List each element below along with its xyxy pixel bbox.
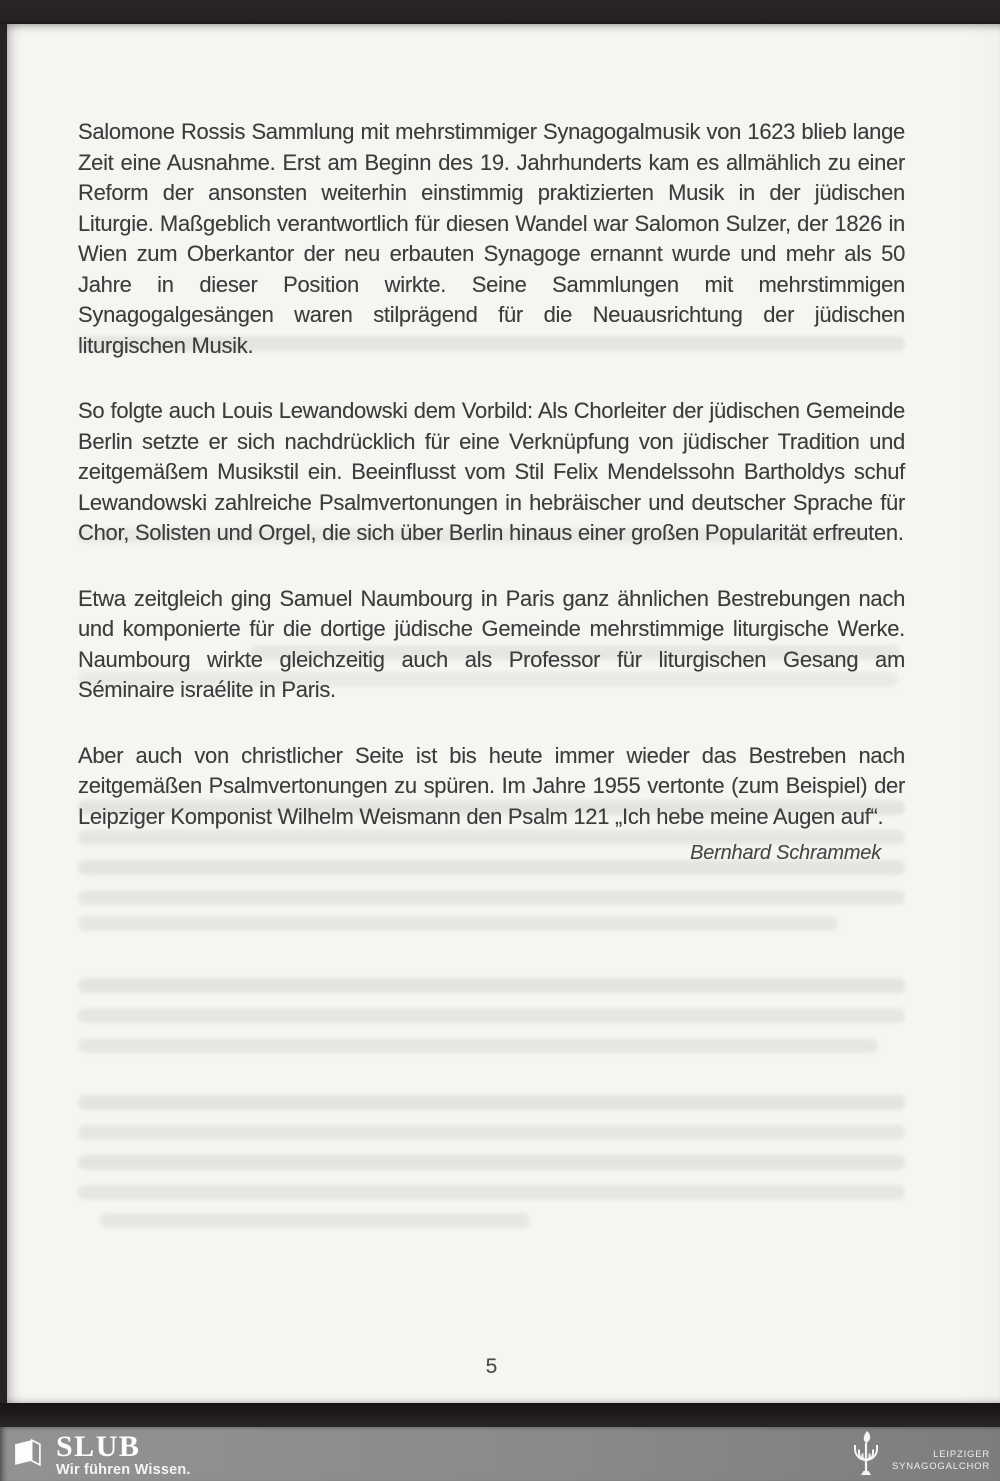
page-number: 5 — [485, 1355, 498, 1378]
bleed-through-line — [78, 1185, 905, 1200]
choir-name-line2: SYNAGOGALCHOR — [891, 1461, 990, 1472]
bleed-through-line — [78, 1038, 878, 1053]
branding-footer — [0, 1427, 1000, 1481]
scan-margin-top — [0, 0, 1000, 24]
bleed-through-line — [78, 890, 905, 905]
slub-tagline: Wir führen Wissen. — [56, 1462, 191, 1478]
page-text-column — [78, 117, 905, 868]
book-page — [7, 24, 1000, 1403]
synagogalchor-logo — [848, 1430, 990, 1478]
bleed-through-line — [78, 1125, 905, 1140]
slub-logo — [12, 1432, 191, 1479]
bleed-through-line — [78, 1008, 905, 1023]
choir-text-block — [892, 1449, 990, 1473]
body-paragraph-1: Salomone Rossis Sammlung mit mehrstimmiger Synagogalmusik von 1623 blieb lange Zeit eine Ausnahme. Erst am Beginn des 19. Jahrhunderts kam es allmählich zu einer Reform der ansonsten weiterhin einstimmig praktizierten Musik in der jüdischen Liturgie. Maßgeblich verantwortlich für diesen Wandel war Salomon Sulzer, der 1826 in Wien zum Oberkantor der neu erbauten Synagoge ernannt wurde und mehr als 50 Jahre in dieser Position wirkte. Seine Sammlungen mit mehrstimmigen Synagogalgesängen waren stilprägend für die Neuausrichtung der jüdischen liturgischen Musik. — [78, 119, 905, 358]
open-book-icon — [12, 1438, 43, 1467]
body-paragraph-3: Etwa zeitgleich ging Samuel Naumbourg in Paris ganz ähnlichen Bestrebungen nach und komponierte für die dortige jüdische Gemeinde mehrstimmige liturgische Werke. Naumbourg wirkte gleichzeitig auch als Professor für liturgischen Gesang am Séminaire israélite in Paris. — [78, 585, 905, 702]
bleed-through-line — [78, 1155, 905, 1170]
bleed-through-line — [100, 1213, 530, 1228]
menorah-icon — [848, 1430, 884, 1478]
body-paragraph-2: So folgte auch Louis Lewandowski dem Vorbild: Als Chorleiter der jüdischen Gemeinde Berlin setzte er sich nachdrücklich für eine Verknüpfung von jüdischer Tradition und zeitgemäßem Musikstil ein. Beeinflusst vom Stil Felix Mendelssohn Bartholdys schuf Lewandowski zahlreiche Psalmvertonungen in hebräischer und deutscher Sprache für Chor, Solisten und Orgel, die sich über Berlin hinaus einer großen Popularität erfreuten. — [78, 398, 905, 545]
bleed-through-line — [78, 1095, 905, 1110]
scan-margin-bottom — [0, 1403, 1000, 1427]
author-signature: Bernhard Schrammek — [690, 842, 881, 864]
bleed-through-line — [78, 916, 838, 931]
choir-name-line1: LEIPZIGER — [933, 1449, 990, 1460]
slub-wordmark: SLUB — [56, 1430, 141, 1463]
body-paragraph-4: Aber auch von christlicher Seite ist bis heute immer wieder das Bestreben nach zeitgemäßen Psalmvertonungen zu spüren. Im Jahre 1955 vertonte (zum Beispiel) der Leipziger Komponist Wilhelm Weismann den Psalm 121 „Ich hebe meine Augen auf“. — [78, 742, 905, 829]
bleed-through-line — [78, 978, 905, 993]
slub-text-block — [56, 1432, 191, 1479]
